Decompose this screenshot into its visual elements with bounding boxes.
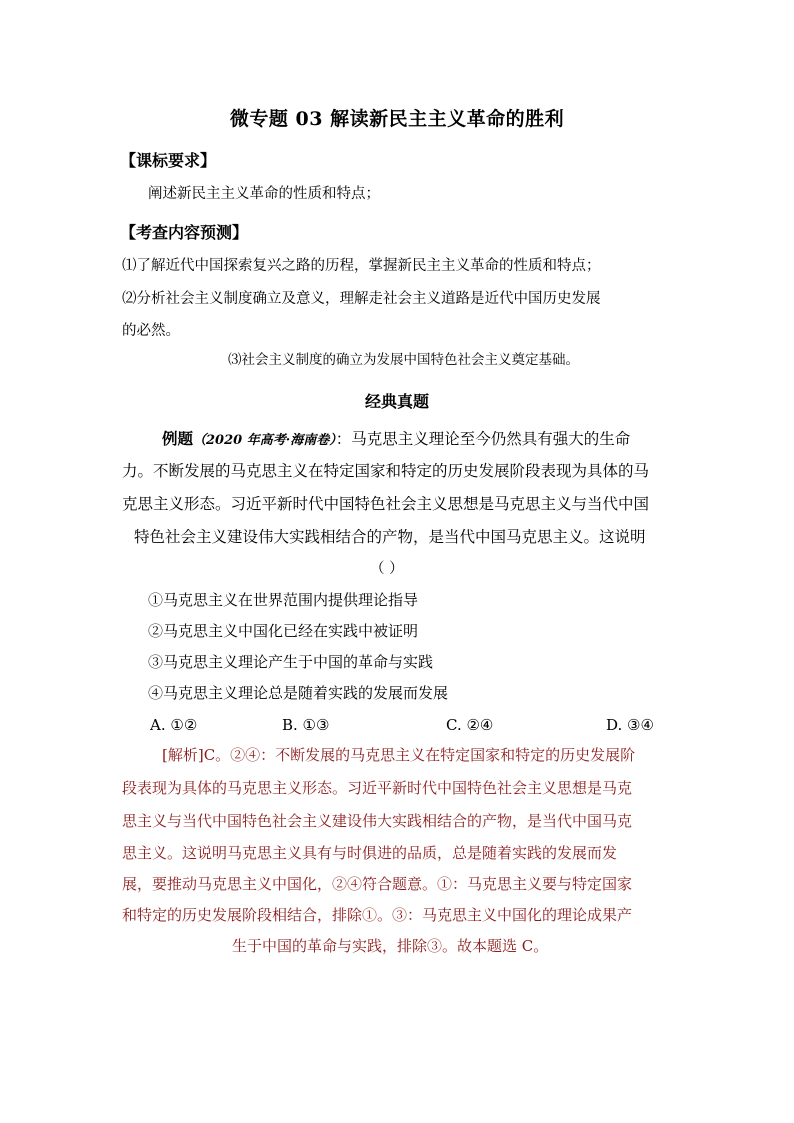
example-stem-line-3: 克思主义形态。习近平新时代中国特色社会主义思想是马克思主义与当代中国 xyxy=(122,495,650,513)
forecast-heading: 【考查内容预测】 xyxy=(120,223,249,242)
example-source: （2020 年高考·海南卷） xyxy=(193,433,336,448)
analysis-line-3: 思主义与当代中国特色社会主义建设伟大实践相结合的产物，是当代中国马克 xyxy=(122,812,633,830)
curriculum-heading: 【课标要求】 xyxy=(120,151,217,170)
example-stem-line-2: 力。不断发展的马克思主义在特定国家和特定的历史发展阶段表现为具体的马 xyxy=(122,462,650,480)
option-c: C. ②④ xyxy=(446,716,494,734)
forecast-item-1: ⑴了解近代中国探索复兴之路的历程，掌握新民主主义革命的性质和特点； xyxy=(122,258,601,274)
answer-blank: （ ） xyxy=(370,561,404,577)
statement-4: ④马克思主义理论总是随着实践的发展而发展 xyxy=(148,684,449,702)
forecast-item-2-line-2: 的必然。 xyxy=(122,323,180,339)
analysis-line-2: 段表现为具体的马克思主义形态。习近平新时代中国特色社会主义思想是马克 xyxy=(122,779,633,797)
analysis-line-5: 展，要推动马克思主义中国化，②④符合题意。①：马克思主义要与特定国家 xyxy=(122,875,633,893)
forecast-item-2-line-1: ⑵分析社会主义制度确立及意义，理解走社会主义道路是近代中国历史发展 xyxy=(122,291,601,307)
stem-text-1: ：马克思主义理论至今仍然具有强大的生命 xyxy=(335,430,631,448)
statement-3: ③马克思主义理论产生于中国的革命与实践 xyxy=(148,653,434,671)
analysis-line-1: [解析]C。②④：不断发展的马克思主义在特定国家和特定的历史发展阶 xyxy=(162,746,636,764)
option-d: D. ③④ xyxy=(606,716,654,734)
forecast-item-3: ⑶社会主义制度的确立为发展中国特色社会主义奠定基础。 xyxy=(228,352,579,368)
analysis-line-4: 思主义。这说明马克思主义具有与时俱进的品质，总是随着实践的发展而发 xyxy=(122,844,618,862)
option-b: B. ①③ xyxy=(282,716,330,734)
example-stem-line-1 xyxy=(162,431,630,448)
option-a: A. ①② xyxy=(150,716,198,734)
page-title: 微专题 03 解读新民主主义革命的胜利 xyxy=(229,108,565,130)
analysis-line-7: 生于中国的革命与实践，排除③。故本题选 C。 xyxy=(232,937,549,955)
statement-2: ②马克思主义中国化已经在实践中被证明 xyxy=(148,622,419,640)
analysis-line-6: 和特定的历史发展阶段相结合，排除①。③：马克思主义中国化的理论成果产 xyxy=(122,906,633,924)
statement-1: ①马克思主义在世界范围内提供理论指导 xyxy=(148,591,419,609)
classic-heading: 经典真题 xyxy=(364,392,429,411)
example-label: 例题 xyxy=(162,429,194,448)
curriculum-text: 阐述新民主主义革命的性质和特点； xyxy=(148,186,380,202)
example-stem-line-4: 特色社会主义建设伟大实践相结合的产物，是当代中国马克思主义。这说明 xyxy=(134,528,646,546)
